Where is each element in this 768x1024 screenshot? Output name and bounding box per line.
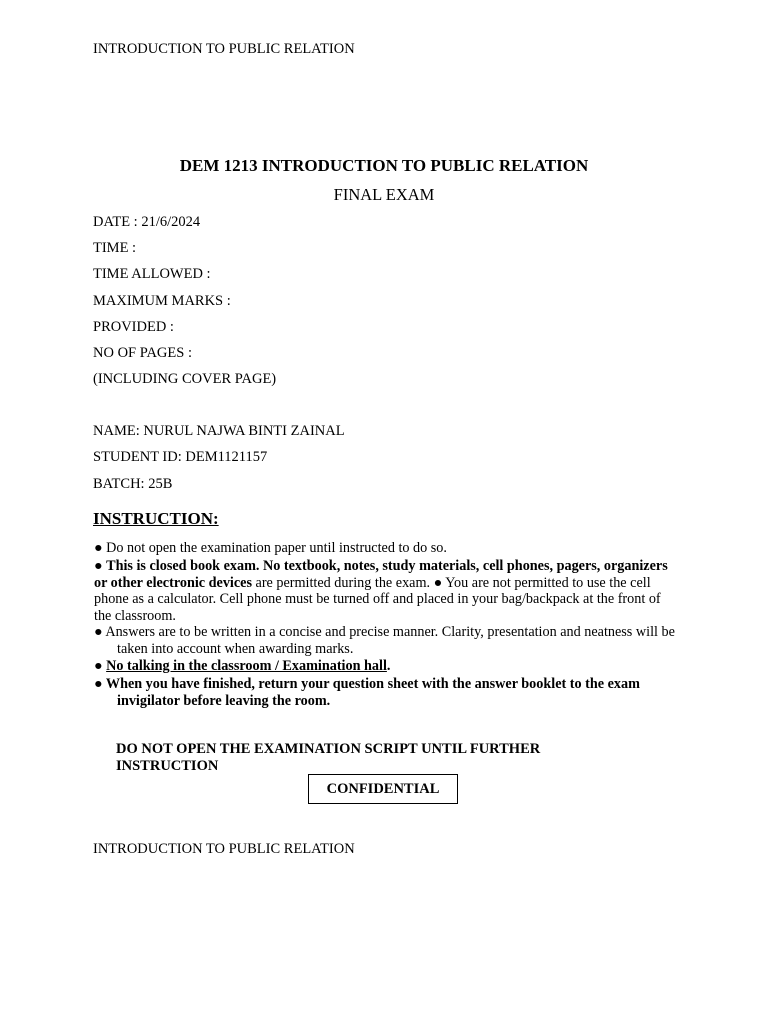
exam-subtitle: FINAL EXAM (333, 185, 435, 204)
bullet-icon: ● (433, 574, 443, 591)
instruction-item-1 (94, 540, 674, 557)
instruction-text: Do not open the examination paper until instructed to do so. (106, 540, 447, 556)
instruction-text: You are not permitted to use the cell phone as a calculator. Cell phone must be turned off and placed in your bag/backpack at the front of the classroom. (94, 574, 661, 624)
bullet-icon: ● (94, 676, 103, 692)
instruction-text: When you have finished, return your question sheet with the answer booklet to the exam invigilator before leaving the room. (105, 676, 640, 709)
bullet-icon: ● (94, 558, 103, 574)
instruction-period: . (386, 658, 391, 674)
student-id: STUDENT ID: DEM1121157 (93, 449, 268, 465)
instruction-item-2 (94, 558, 674, 624)
instruction-item-5 (94, 676, 697, 709)
instruction-item-3 (94, 624, 697, 657)
bullet-icon: ● (94, 624, 103, 640)
time-allowed-field: TIME ALLOWED : (93, 266, 211, 282)
instruction-bold-text: This is closed book exam. No textbook, notes, study materials, cell phones, pagers, organizers or other electronic devices (94, 558, 668, 591)
date-field: DATE : 21/6/2024 (93, 214, 201, 230)
bullet-icon: ● (94, 658, 103, 674)
instruction-heading: INSTRUCTION: (93, 509, 219, 528)
bullet-icon: ● (94, 540, 103, 556)
do-not-open-warning: DO NOT OPEN THE EXAMINATION SCRIPT UNTIL FURTHER INSTRUCTION (116, 741, 541, 774)
instruction-text: Answers are to be written in a concise and precise manner. Clarity, presentation and neatness will be taken into account when awarding marks. (105, 624, 675, 657)
exam-title: DEM 1213 INTRODUCTION TO PUBLIC RELATION (179, 156, 589, 175)
including-cover-note: (INCLUDING COVER PAGE) (93, 371, 277, 387)
instruction-underlined-text: No talking in the classroom / Examination hall (106, 658, 387, 674)
time-field: TIME : (93, 240, 137, 256)
instruction-item-4 (94, 658, 674, 675)
student-name: NAME: NURUL NAJWA BINTI ZAINAL (93, 423, 345, 439)
page-header: INTRODUCTION TO PUBLIC RELATION (93, 41, 355, 57)
no-of-pages-field: NO OF PAGES : (93, 345, 192, 361)
maximum-marks-field: MAXIMUM MARKS : (93, 293, 231, 309)
page-footer: INTRODUCTION TO PUBLIC RELATION (93, 841, 355, 857)
confidential-stamp: CONFIDENTIAL (308, 774, 458, 804)
provided-field: PROVIDED : (93, 319, 174, 335)
instruction-text: are permitted during the exam. (255, 574, 431, 591)
student-batch: BATCH: 25B (93, 476, 173, 492)
